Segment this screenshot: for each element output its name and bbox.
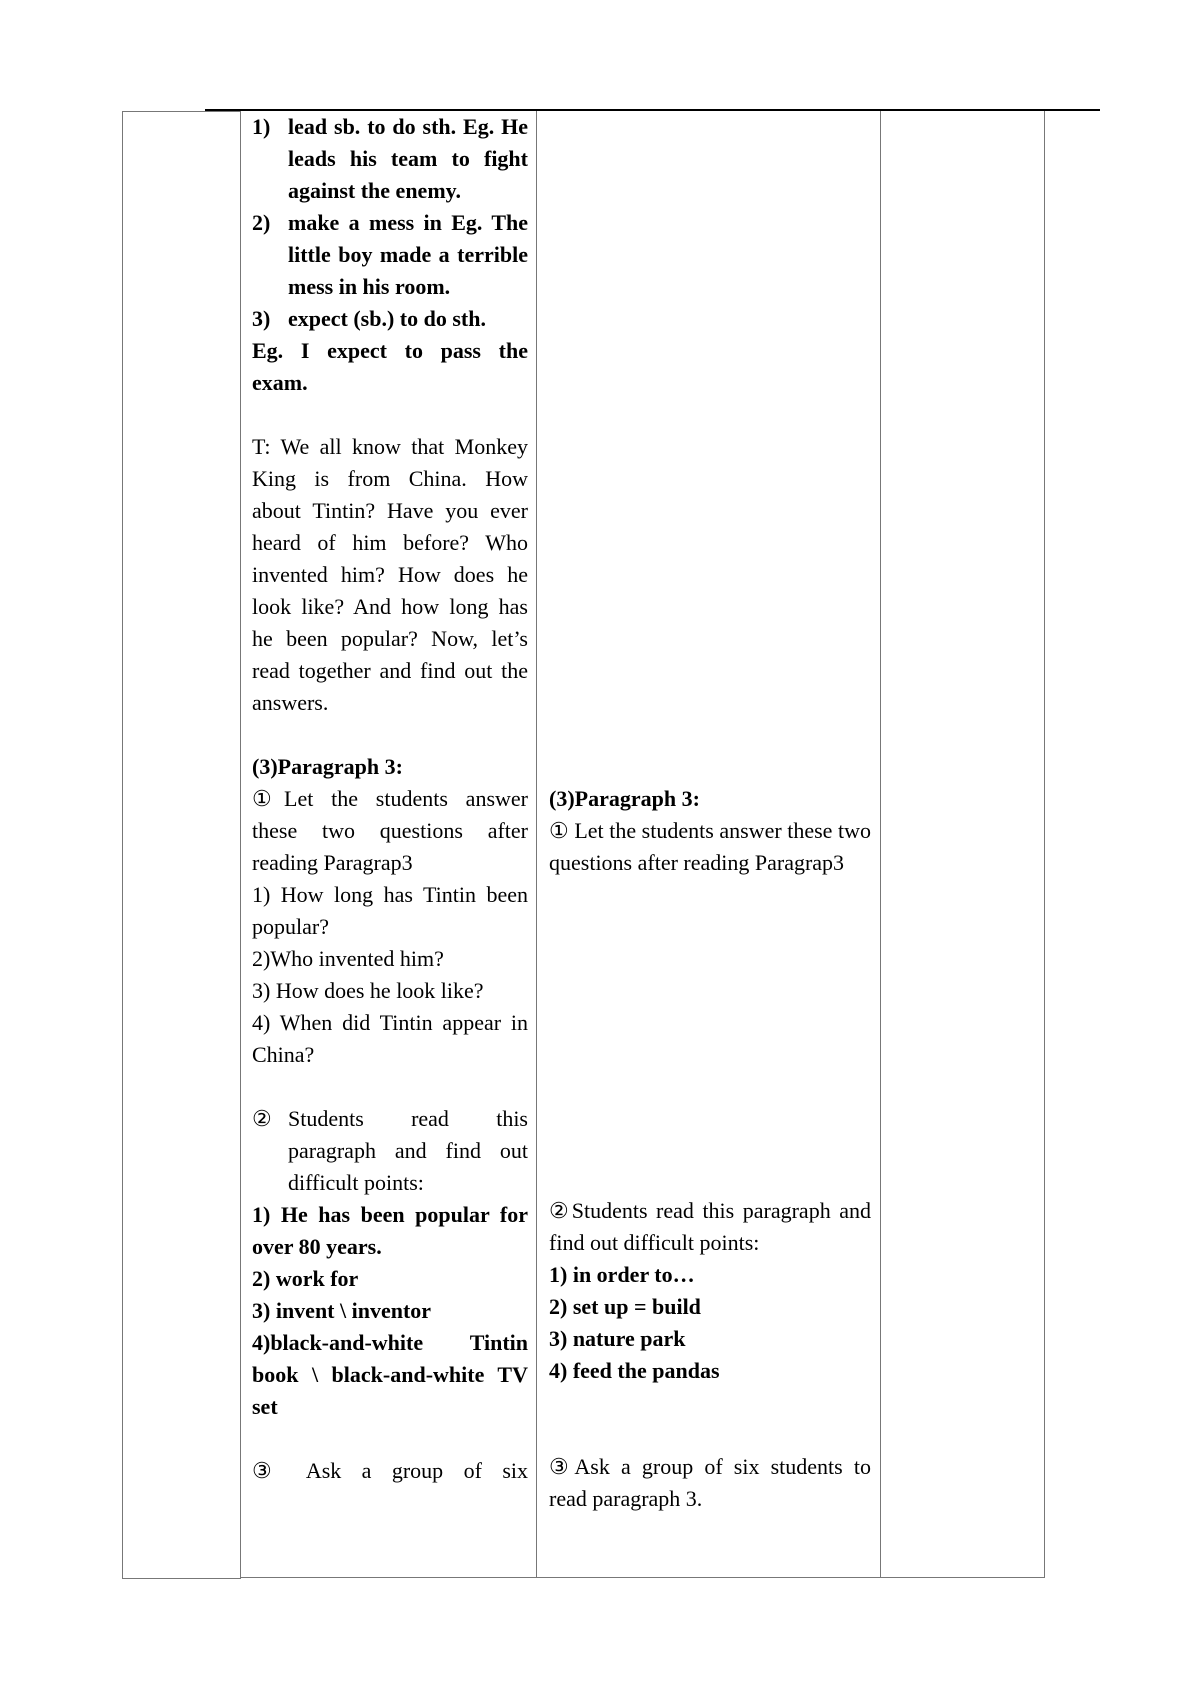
question-item: 2)Who invented him? [252, 946, 444, 971]
task-text: ②Students read this paragraph and find out difficult points: [549, 1198, 871, 1255]
item-number: 3) [252, 306, 271, 331]
difficult-point: 1) He has been popular for over 80 years. [252, 1202, 528, 1259]
question-item: 3) How does he look like? [252, 978, 484, 1003]
item-text: lead sb. to do sth. Eg. He leads his team to fight against the enemy. [288, 114, 528, 203]
purpose-cell [549, 783, 871, 879]
difficult-point: 4)black-and-white Tintin book \ black-and-white TV set [252, 1330, 528, 1419]
difficult-point: 1) in order to… [549, 1262, 695, 1287]
item-text: expect (sb.) to do sth. [288, 306, 486, 331]
difficult-point: 4) feed the pandas [549, 1358, 720, 1383]
difficult-point: 3) invent \ inventor [252, 1298, 432, 1323]
task-text: ③ Ask a group of six [252, 1458, 528, 1483]
task-text: ①Let the students answer these two questions after reading Paragrap3 [252, 786, 528, 875]
teacher-talk: T: We all know that Monkey King is from China. How about Tintin? Have you ever heard of him before? Who invented him? How does he look like? And how long has he been popular? Now, let’s read together and find out the answers. [252, 434, 528, 715]
task-mark: ② [252, 1106, 272, 1131]
difficult-point: 2) work for [252, 1266, 359, 1291]
difficult-point: 3) nature park [549, 1326, 686, 1351]
question-item: 1) How long has Tintin been popular? [252, 882, 528, 939]
table-column-1 [122, 111, 241, 1579]
vocab-item [252, 303, 528, 335]
vocab-example: Eg. I expect to pass the exam. [252, 338, 528, 395]
item-number: 1) [252, 114, 271, 139]
item-number: 2) [252, 210, 271, 235]
purpose-cell [549, 1195, 871, 1387]
item-text: make a mess in Eg. The little boy made a terrible mess in his room. [288, 210, 528, 299]
purpose-cell [549, 1451, 871, 1515]
task-text: Students read this paragraph and find out difficult points: [288, 1106, 528, 1195]
vocab-item [252, 207, 528, 303]
paragraph-heading: (3)Paragraph 3: [252, 754, 403, 779]
task-text: ③Ask a group of six students to read paragraph 3. [549, 1454, 871, 1511]
vocab-item [252, 111, 528, 207]
task-text: ① Let the students answer these two questions after reading Paragrap3 [549, 818, 871, 875]
table-column-4 [880, 111, 1045, 1578]
task-item [252, 1103, 528, 1199]
paragraph-heading: (3)Paragraph 3: [549, 786, 700, 811]
question-item: 4) When did Tintin appear in China? [252, 1010, 528, 1067]
difficult-point: 2) set up = build [549, 1294, 701, 1319]
procedure-cell [252, 111, 528, 1487]
